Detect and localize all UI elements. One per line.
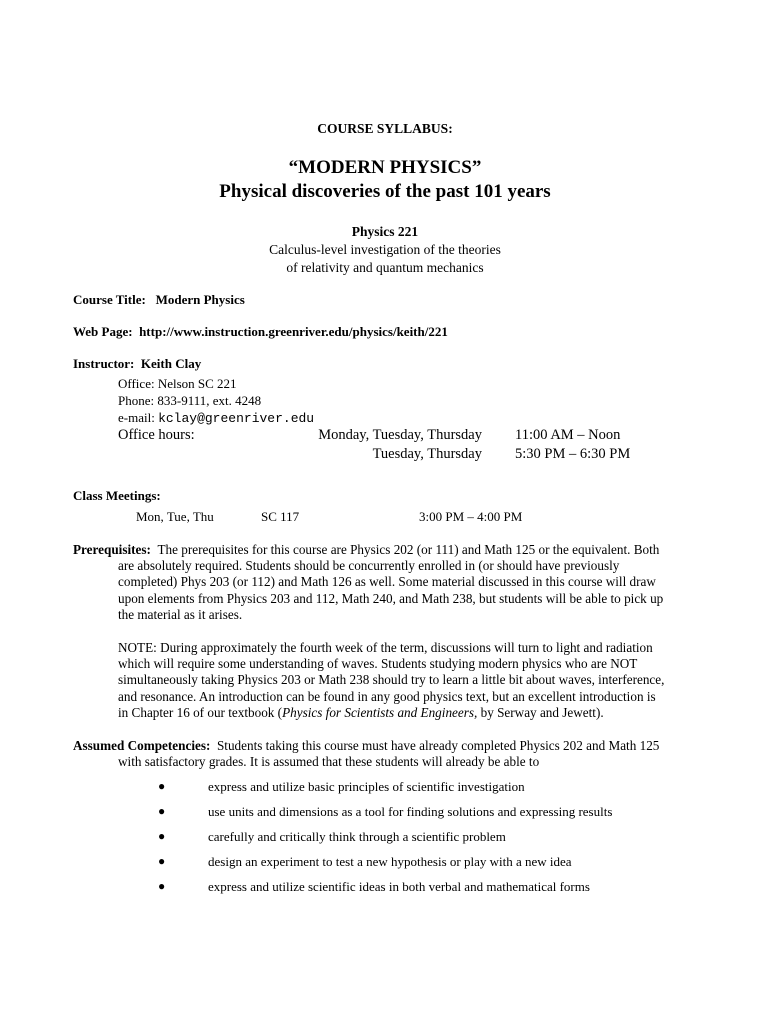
prerequisites-line: completed) Phys 203 (or 112) and Math 126 as well. Some material discussed in this course will draw (118, 574, 656, 590)
office-hours-time: 11:00 AM – Noon (515, 427, 621, 443)
list-item (0, 829, 770, 847)
syllabus-label: COURSE SYLLABUS: (317, 121, 453, 136)
office-hours-time: 5:30 PM – 6:30 PM (515, 446, 631, 462)
competencies-line: Assumed Competencies: Students taking this course must have already completed Physics 202 and Math 125 (73, 738, 660, 753)
course-description-line: Calculus-level investigation of the theories (269, 242, 501, 257)
list-item-text: express and utilize scientific ideas in both verbal and mathematical forms (208, 879, 590, 894)
note-line: in Chapter 16 of our textbook (Physics for Scientists and Engineers, by Serway and Jewett). (118, 704, 604, 720)
instructor-row (73, 356, 201, 372)
instructor-phone: Phone: 833-9111, ext. 4248 (118, 393, 262, 408)
competencies-line: with satisfactory grades. It is assumed that these students will already be able to (118, 754, 540, 770)
course-title-row (73, 292, 245, 308)
web-page-url[interactable]: http://www.instruction.greenriver.edu/physics/keith/221 (139, 324, 448, 339)
note-line: simultaneously taking Physics 203 or Math 238 should try to learn a little bit about waves, interference, (118, 672, 665, 688)
bullet-icon: ● (158, 804, 166, 818)
web-page-row (73, 324, 448, 340)
note-line: and resonance. An introduction can be found in any good physics text, but an excellent introduction is (118, 688, 656, 704)
prerequisites-label: Prerequisites: (73, 542, 151, 557)
prerequisites-line: Prerequisites: The prerequisites for this course are Physics 202 (or 111) and Math 125 or the equivalent. Both (73, 542, 660, 557)
prerequisites-note (118, 640, 758, 721)
bullet-icon: ● (158, 779, 166, 793)
list-item (0, 854, 770, 872)
instructor-name: Keith Clay (140, 356, 202, 371)
class-meetings-time: 3:00 PM – 4:00 PM (419, 509, 523, 524)
instructor-email[interactable]: kclay@greenriver.edu (158, 411, 315, 426)
list-item (0, 879, 770, 897)
course-main-title: “MODERN PHYSICS” (288, 157, 482, 178)
prerequisites-paragraph (73, 542, 758, 623)
note-line: NOTE: During approximately the fourth week of the term, discussions will turn to light and radiation (118, 640, 653, 655)
assumed-competencies-label: Assumed Competencies: (73, 738, 211, 753)
office-hours-days: Tuesday, Thursday (372, 446, 482, 462)
office-hours-label: Office hours: (118, 427, 195, 443)
instructor-label: Instructor: (73, 356, 135, 371)
prerequisites-line: upon elements from Physics 203 and 112, Math 240, and Math 238, but students will be able to pick up (118, 590, 664, 606)
class-meetings-label: Class Meetings: (73, 488, 161, 503)
course-number: Physics 221 (351, 224, 419, 239)
course-title-label: Course Title: (73, 292, 146, 307)
textbook-title: Physics for Scientists and Engineers, (282, 704, 478, 720)
prerequisites-line: the material as it arises. (118, 606, 243, 622)
assumed-competencies-paragraph (73, 738, 758, 770)
instructor-email-row (118, 410, 314, 426)
list-item-text: design an experiment to test a new hypothesis or play with a new idea (208, 854, 572, 869)
list-item-text: carefully and critically think through a scientific problem (208, 829, 506, 844)
bullet-icon: ● (158, 854, 166, 868)
list-item-text: use units and dimensions as a tool for finding solutions and expressing results (208, 804, 613, 819)
web-page-label: Web Page: (73, 324, 133, 339)
office-hours-days: Monday, Tuesday, Thursday (318, 427, 482, 443)
course-title-value: Modern Physics (155, 292, 245, 307)
list-item (0, 804, 770, 822)
list-item-text: express and utilize basic principles of scientific investigation (208, 779, 525, 794)
instructor-office: Office: Nelson SC 221 (118, 376, 237, 391)
prerequisites-line: are absolutely required. Students should be concurrently enrolled in (or should have previously (118, 558, 620, 574)
note-line: which will require some understanding of waves. Students studying modern physics who are NOT (118, 656, 638, 672)
bullet-icon: ● (158, 879, 166, 893)
course-description-line: of relativity and quantum mechanics (286, 260, 484, 275)
course-subtitle: Physical discoveries of the past 101 years (219, 181, 551, 202)
class-meetings-days: Mon, Tue, Thu (136, 509, 214, 524)
bullet-icon: ● (158, 829, 166, 843)
class-meetings-room: SC 117 (261, 509, 300, 524)
email-label: e-mail: (118, 410, 155, 425)
list-item (0, 779, 770, 797)
